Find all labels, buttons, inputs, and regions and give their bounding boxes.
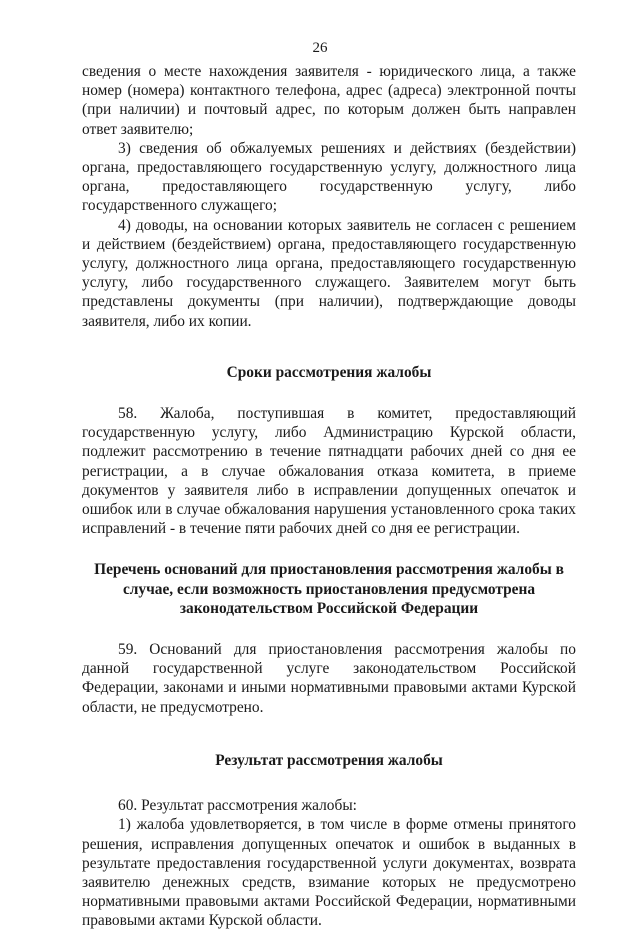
heading-result: Результат рассмотрения жалобы (215, 751, 443, 769)
document-body (82, 62, 576, 931)
paragraph-58: 58. Жалоба, поступившая в комитет, предоставляющий государственную услугу, либо Администрацию Курской области, подлежит рассмотрению в течение пятнадцати рабочих дней со дня ее регистрации, а в случае обжалования отказа комитета, в приеме документов у заявителя либо в исправлении допущенных опечаток и ошибок или в случае обжалования нарушения установленного срока таких исправлений - в течение пяти рабочих дней со дня ее регистрации. (82, 405, 576, 538)
paragraph-continuation: сведения о месте нахождения заявителя - юридического лица, а также номер (номера) контактного телефона, адрес (адреса) электронной почты (при наличии) и почтовый адрес, по которым должен быть направлен ответ заявителю; (82, 63, 576, 138)
paragraph-59: 59. Оснований для приостановления рассмотрения жалобы по данной государственной услуге законодательством Российской Федерации, законами и иными нормативными правовыми актами Курской области, не предусмотрено. (82, 641, 576, 716)
paragraph-60: 60. Результат рассмотрения жалобы: (118, 797, 357, 815)
heading-sroki: Сроки рассмотрения жалобы (226, 363, 432, 381)
paragraph-item-4: 4) доводы, на основании которых заявитель не согласен с решением и действием (бездействием) органа, предоставляющего государственную услугу, должностного лица органа, предоставляющего государственную услугу, либо государственного служащего. Заявителем могут быть представлены документы (при наличии), подтверждающие доводы заявителя, либо их копии. (82, 216, 576, 330)
paragraph-60-item-1: 1) жалоба удовлетворяется, в том числе в форме отмены принятого решения, исправления допущенных опечаток и ошибок в выданных в результате предоставления государственной услуги документах, возврата заявителю денежных средств, взимание которых не предусмотрено нормативными правовыми актами Российской Федерации, нормативными правовыми актами Курской области. (82, 816, 576, 930)
heading-perechen-line-2: случае, если возможность приостановления предусмотрена (122, 580, 536, 598)
paragraph-item-3: 3) сведения об обжалуемых решениях и действиях (бездействии) органа, предоставляющего государственную услугу, должностного лица органа, предоставляющего государственную услугу, либо государственного служащего; (82, 139, 576, 215)
page-number: 26 (312, 40, 328, 56)
heading-perechen-line-3: законодательством Российской Федерации (179, 599, 479, 617)
heading-perechen-line-1: Перечень оснований для приостановления рассмотрения жалобы в (94, 561, 564, 579)
heading-perechen (82, 560, 576, 618)
